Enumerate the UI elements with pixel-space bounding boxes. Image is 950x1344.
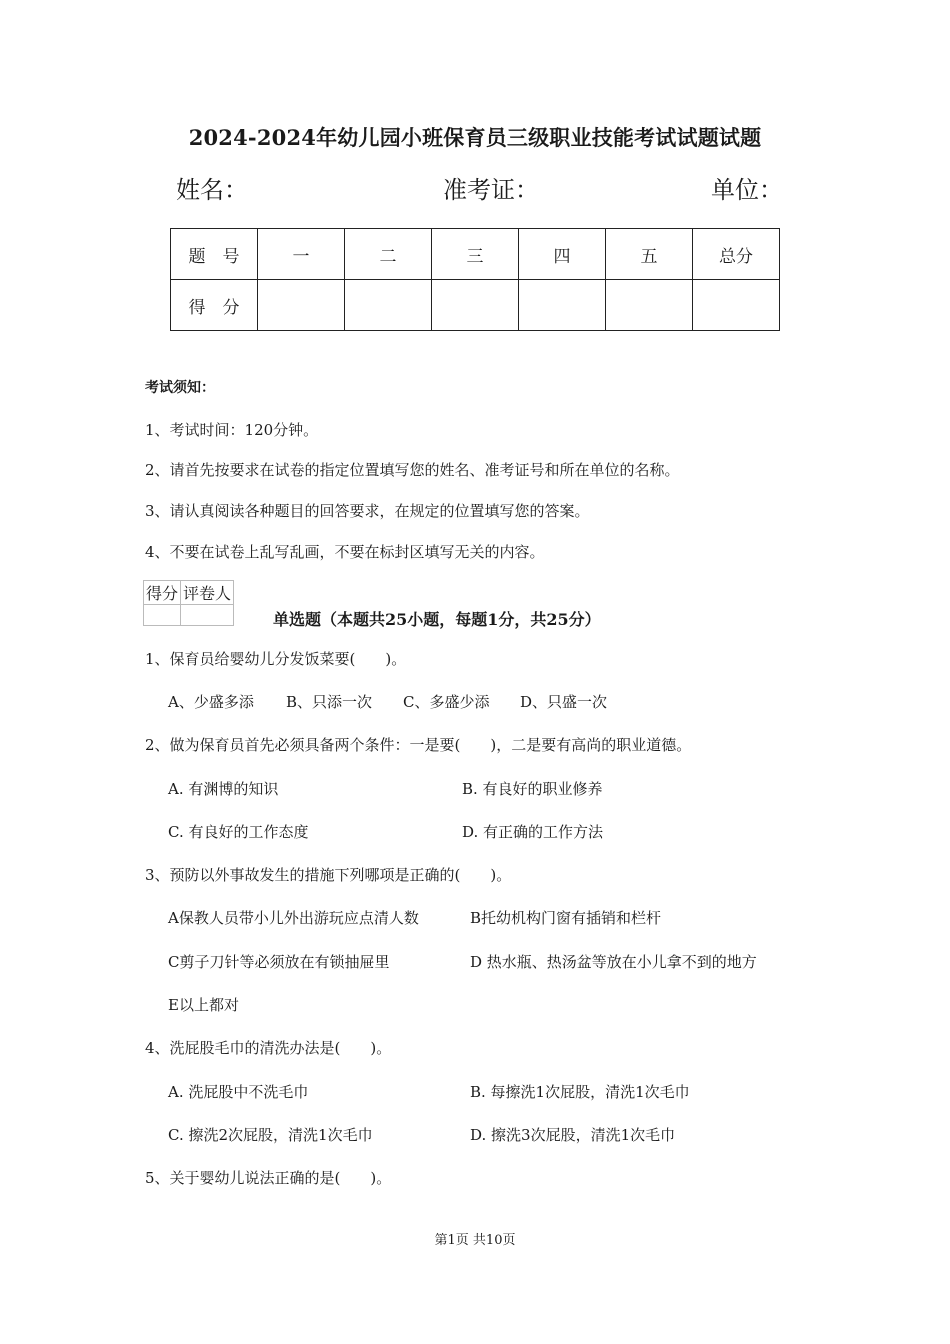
score-table-score-row <box>171 280 780 331</box>
score-cell[interactable] <box>345 280 432 331</box>
question-stem: 5、关于婴幼儿说法正确的是( )。 <box>145 1169 392 1187</box>
grader-box-grader-cell[interactable] <box>181 605 234 626</box>
score-cell[interactable] <box>519 280 606 331</box>
score-header-cell: 二 <box>345 229 432 280</box>
question-option: C. 擦洗2次屁股，清洗1次毛巾 <box>168 1126 373 1144</box>
score-header-cell: 总分 <box>693 229 780 280</box>
score-header-cell: 题 号 <box>171 229 258 280</box>
question-option: D 热水瓶、热汤盆等放在小儿拿不到的地方 <box>470 953 757 971</box>
question-option: B、只添一次 <box>286 693 373 711</box>
score-header-cell: 一 <box>258 229 345 280</box>
grader-box-score-label: 得分 <box>144 581 181 605</box>
notice-item: 2、请首先按要求在试卷的指定位置填写您的姓名、准考证号和所在单位的名称。 <box>145 461 680 479</box>
question-option: B. 每擦洗1次屁股，清洗1次毛巾 <box>470 1083 690 1101</box>
question-option: A. 洗屁股中不洗毛巾 <box>168 1083 309 1101</box>
question-stem: 2、做为保育员首先必须具备两个条件：一是要( )，二是要有高尚的职业道德。 <box>145 736 692 754</box>
score-table-header-row <box>171 229 780 280</box>
question-option: C. 有良好的工作态度 <box>168 823 309 841</box>
notice-item: 4、不要在试卷上乱写乱画，不要在标封区填写无关的内容。 <box>145 543 545 561</box>
score-header-cell: 五 <box>606 229 693 280</box>
question-option: E以上都对 <box>168 996 239 1014</box>
score-cell[interactable] <box>432 280 519 331</box>
unit-field-label: 单位： <box>711 176 783 204</box>
notice-item: 1、考试时间：120分钟。 <box>145 421 319 439</box>
question-option: D、只盛一次 <box>520 693 608 711</box>
question-option: D. 有正确的工作方法 <box>462 823 604 841</box>
question-option: D. 擦洗3次屁股，清洗1次毛巾 <box>470 1126 676 1144</box>
score-table <box>170 228 780 331</box>
exam-id-field-label: 准考证： <box>443 176 539 204</box>
score-cell[interactable] <box>258 280 345 331</box>
grader-box-grader-label: 评卷人 <box>181 581 234 605</box>
score-cell[interactable] <box>606 280 693 331</box>
question-stem: 4、洗屁股毛巾的清洗办法是( )。 <box>145 1039 392 1057</box>
question-option: B. 有良好的职业修养 <box>462 780 603 798</box>
score-header-cell: 四 <box>519 229 606 280</box>
grader-box-score-cell[interactable] <box>144 605 181 626</box>
question-option: A、少盛多添 <box>168 693 254 711</box>
question-option: C剪子刀针等必须放在有锁抽屉里 <box>168 953 390 971</box>
question-option: B托幼机构门窗有插销和栏杆 <box>470 909 662 927</box>
question-option: C、多盛少添 <box>403 693 490 711</box>
score-row-label: 得 分 <box>171 280 258 331</box>
score-cell[interactable] <box>693 280 780 331</box>
page-title: 2024-2024年幼儿园小班保育员三级职业技能考试试题试题 <box>188 125 762 150</box>
question-stem: 3、预防以外事故发生的措施下列哪项是正确的( )。 <box>145 866 512 884</box>
question-stem: 1、保育员给婴幼儿分发饭菜要( )。 <box>145 650 407 668</box>
notice-heading: 考试须知： <box>145 380 215 396</box>
section-heading: 单选题（本题共25小题，每题1分，共25分） <box>273 610 601 629</box>
question-option: A. 有渊博的知识 <box>168 780 279 798</box>
grader-box <box>143 580 234 626</box>
score-header-cell: 三 <box>432 229 519 280</box>
question-option: A保教人员带小儿外出游玩应点清人数 <box>168 909 419 927</box>
page-footer: 第1页 共10页 <box>434 1233 516 1248</box>
notice-item: 3、请认真阅读各种题目的回答要求，在规定的位置填写您的答案。 <box>145 502 590 520</box>
name-field-label: 姓名： <box>176 176 248 204</box>
